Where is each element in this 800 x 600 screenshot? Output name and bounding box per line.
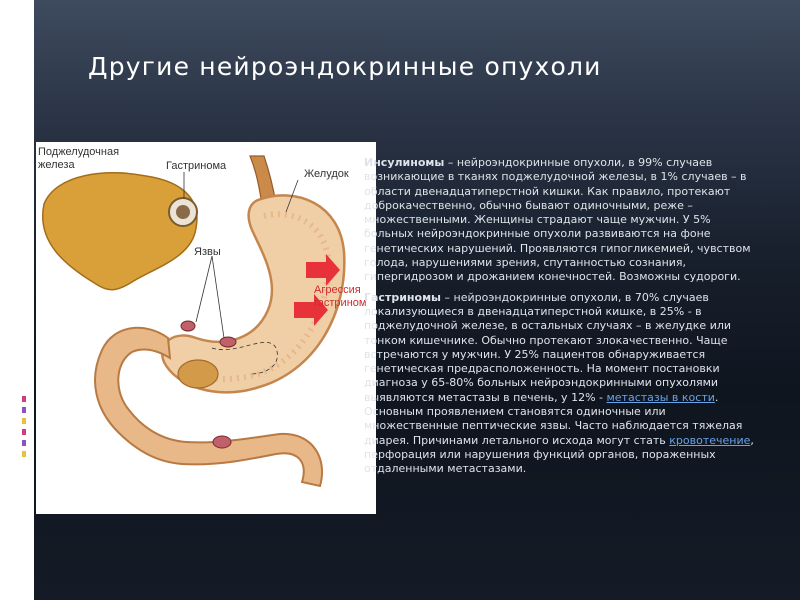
paragraph-insulinoma — [364, 156, 756, 285]
link-bone-metastases[interactable]: метастазы в кости — [606, 390, 715, 404]
stomach-drawing — [36, 142, 376, 514]
body-text — [364, 156, 756, 483]
slide-title: Другие нейроэндокринные опухоли — [88, 52, 602, 81]
gastrinoma-core — [176, 205, 190, 219]
decoration-squares — [22, 396, 30, 466]
paragraph-gastrinoma — [364, 291, 756, 477]
ulcer-mark — [213, 436, 231, 448]
label-stomach: Желудок — [304, 168, 349, 180]
link-bleeding[interactable]: кровотечение — [669, 433, 751, 447]
stomach-illustration — [36, 142, 376, 514]
label-aggression: Агрессия гастрином — [314, 284, 367, 309]
term-insulinoma: Инсулиномы — [364, 156, 445, 169]
gastrinoma-description-part1: – нейроэндокринные опухоли, в 70% случаев локализующиеся в двенадцатиперстной кишке, в 25% - в поджелудочной железе, в остальных случаях – в желудке или тонком кишечнике. Обычно протекают злокачественно. Чаще встречаются у мужчин. У 25% пациентов обнаруживается генетическая предрасположенность. На момент постановки диагноза у 65-80% больных нейроэндокринными опухолями выявляются метастазы в печень, у 12% - — [364, 290, 732, 404]
ulcer-mark — [220, 337, 236, 347]
insulinoma-description: – нейроэндокринные опухоли, в 99% случаев возникающие в тканях поджелудочной железы, в 1% случаев – в области двенадцатиперстной кишки. Как правило, протекают доброкачественно, обычно бывают одиночными, реже – множественными. Женщины страдают чаще мужчин. У 5% больных нейроэндокринные опухоли развиваются на фоне генетических нарушений. Проявляются гипогликемией, чувством голода, нарушениями зрения, спутанностью сознания, гипергидрозом и дрожанием конечностей. Возможны судороги. — [364, 156, 751, 284]
gastrinoma-description-part3: , перфорация или нарушения функций органов, пораженных отдаленными метастазами. — [364, 433, 754, 476]
decoration-lines — [20, 30, 34, 100]
ulcer-mark — [181, 321, 195, 331]
term-gastrinoma: Гастриномы — [364, 290, 442, 304]
label-ulcers: Язвы — [194, 246, 221, 258]
label-pancreas: Поджелудочная железа — [38, 146, 120, 171]
pancreas-shape — [43, 173, 197, 290]
gastrinoma-description-part2: . Основным проявлением становятся одиночные или множественные пептические язвы. Часто наблюдается тяжелая диарея. Причинами летального исхода могут стать — [364, 390, 743, 447]
label-gastrinoma: Гастринома — [166, 160, 227, 172]
